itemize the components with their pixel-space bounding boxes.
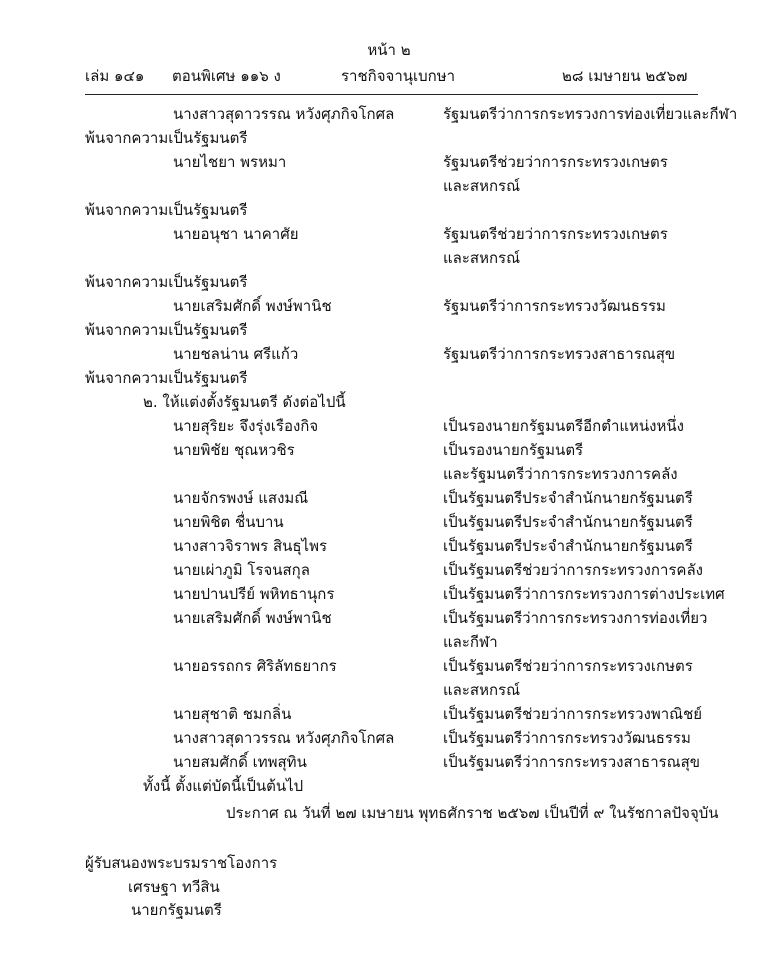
appointed-minister-position: และกีฬา: [443, 633, 498, 651]
appointed-minister-name: นายสมศักดิ์ เทพสุทิน: [173, 753, 307, 771]
appointed-minister-position: เป็นรัฐมนตรีประจำสำนักนายกรัฐมนตรี: [443, 537, 693, 555]
appointed-minister-name: นายปานปรีย์ พหิทธานุกร: [173, 585, 335, 603]
removed-minister-name: นางสาวสุดาวรรณ หวังศุภกิจโกศล: [173, 105, 395, 123]
removed-minister-position: รัฐมนตรีว่าการกระทรวงวัฒนธรรม: [443, 297, 666, 315]
appointed-minister-position: เป็นรัฐมนตรีช่วยว่าการกระทรวงการคลัง: [443, 561, 703, 579]
removed-minister-position: รัฐมนตรีว่าการกระทรวงสาธารณสุข: [443, 345, 676, 363]
removed-minister-position: รัฐมนตรีว่าการกระทรวงการท่องเที่ยวและกีฬา: [443, 105, 738, 123]
announcement-date: ประกาศ ณ วันที่ ๒๗ เมษายน พุทธศักราช ๒๕๖๗ เป็นปีที่ ๙ ในรัชกาลปัจจุบัน: [226, 804, 719, 822]
appointment-heading: ๒. ให้แต่งตั้งรัฐมนตรี ดังต่อไปนี้: [143, 393, 346, 411]
appointed-minister-name: นายจักรพงษ์ แสงมณี: [173, 489, 309, 507]
appointed-minister-name: นายพิชิต ชื่นบาน: [173, 513, 284, 531]
removed-minister-position: รัฐมนตรีช่วยว่าการกระทรวงเกษตร: [443, 225, 668, 243]
removal-note: พ้นจากความเป็นรัฐมนตรี: [85, 321, 248, 339]
signatory-title: นายกรัฐมนตรี: [131, 901, 222, 919]
header-divider: [85, 94, 698, 95]
appointed-minister-position: เป็นรองนายกรัฐมนตรี: [443, 441, 584, 459]
removed-minister-name: นายเสริมศักดิ์ พงษ์พานิช: [173, 297, 332, 315]
appointed-minister-position: เป็นรัฐมนตรีว่าการกระทรวงวัฒนธรรม: [443, 729, 691, 747]
appointed-minister-name: นางสาวจิราพร สินธุไพร: [173, 537, 328, 555]
removed-minister-name: นายอนุชา นาคาศัย: [173, 225, 299, 243]
appointed-minister-position: เป็นรัฐมนตรีว่าการกระทรวงสาธารณสุข: [443, 753, 701, 771]
appointed-minister-name: นายสุริยะ จึงรุ่งเรืองกิจ: [173, 417, 319, 435]
appointed-minister-position: เป็นรัฐมนตรีว่าการกระทรวงการท่องเที่ยว: [443, 609, 708, 627]
removed-minister-position: และสหกรณ์: [443, 249, 521, 267]
removal-note: พ้นจากความเป็นรัฐมนตรี: [85, 273, 248, 291]
appointed-minister-position: เป็นรองนายกรัฐมนตรีอีกตำแหน่งหนึ่ง: [443, 417, 684, 435]
appointed-minister-position: และรัฐมนตรีว่าการกระทรวงการคลัง: [443, 465, 678, 483]
gazette-date: ๒๘ เมษายน ๒๕๖๗: [562, 67, 688, 85]
gazette-name: ราชกิจจานุเบกษา: [341, 67, 456, 85]
appointed-minister-name: นายอรรถกร ศิริลัทธยากร: [173, 657, 337, 675]
section-number: ตอนพิเศษ ๑๑๖ ง: [172, 67, 281, 85]
effective-clause: ทั้งนี้ ตั้งแต่บัดนี้เป็นต้นไป: [143, 777, 304, 795]
signatory-name: เศรษฐา ทวีสิน: [128, 878, 220, 896]
appointed-minister-position: และสหกรณ์: [443, 681, 521, 699]
appointed-minister-position: เป็นรัฐมนตรีประจำสำนักนายกรัฐมนตรี: [443, 489, 693, 507]
removed-minister-name: นายชลน่าน ศรีแก้ว: [173, 345, 299, 363]
page-number: หน้า ๒: [367, 41, 411, 59]
appointed-minister-position: เป็นรัฐมนตรีช่วยว่าการกระทรวงพาณิชย์: [443, 705, 703, 723]
appointed-minister-name: นายเสริมศักดิ์ พงษ์พานิช: [173, 609, 332, 627]
removal-note: พ้นจากความเป็นรัฐมนตรี: [85, 369, 248, 387]
countersign-label: ผู้รับสนองพระบรมราชโองการ: [85, 854, 278, 872]
appointed-minister-position: เป็นรัฐมนตรีว่าการกระทรวงการต่างประเทศ: [443, 585, 725, 603]
removed-minister-position: และสหกรณ์: [443, 177, 521, 195]
appointed-minister-name: นายพิชัย ชุณหวชิร: [173, 441, 295, 459]
appointed-minister-name: นายสุชาติ ชมกลิ่น: [173, 705, 292, 723]
removal-note: พ้นจากความเป็นรัฐมนตรี: [85, 201, 248, 219]
removed-minister-position: รัฐมนตรีช่วยว่าการกระทรวงเกษตร: [443, 153, 668, 171]
removed-minister-name: นายไชยา พรหมา: [173, 153, 287, 171]
appointed-minister-name: นายเผ่าภูมิ โรจนสกุล: [173, 561, 310, 579]
appointed-minister-position: เป็นรัฐมนตรีประจำสำนักนายกรัฐมนตรี: [443, 513, 693, 531]
appointed-minister-name: นางสาวสุดาวรรณ หวังศุภกิจโกศล: [173, 729, 395, 747]
volume-number: เล่ม ๑๔๑: [85, 67, 145, 85]
removal-note: พ้นจากความเป็นรัฐมนตรี: [85, 129, 248, 147]
appointed-minister-position: เป็นรัฐมนตรีช่วยว่าการกระทรวงเกษตร: [443, 657, 693, 675]
